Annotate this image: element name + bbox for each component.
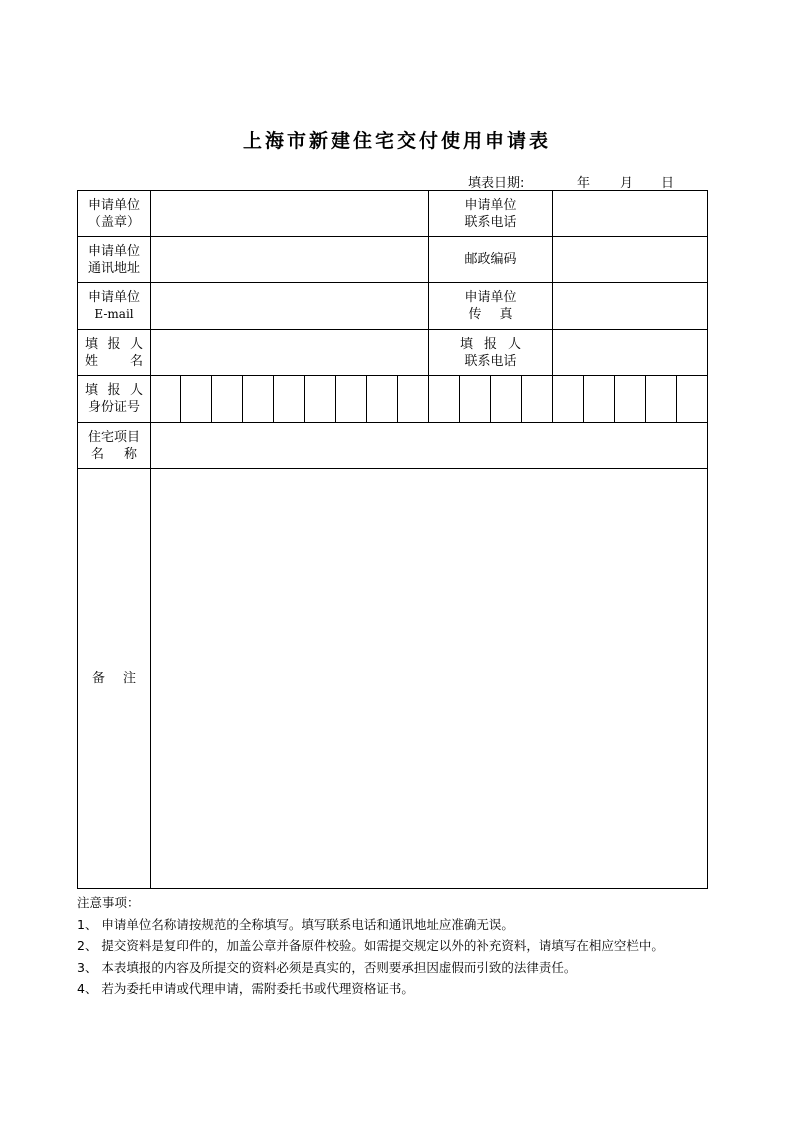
fill-date-label: 填表日期: [468, 176, 525, 191]
notes-heading: 注意事项： [77, 895, 140, 910]
reporter-name-label-line1 [78, 336, 150, 353]
id-digit-box[interactable] [398, 376, 429, 423]
remarks-label-cell [78, 469, 151, 889]
id-digit-box[interactable] [584, 376, 615, 423]
application-form-table [77, 190, 708, 889]
applicant-email-label-cell [78, 283, 151, 330]
reporter-name-label-cell [78, 330, 151, 376]
reporter-name-input-cell[interactable] [151, 330, 429, 376]
note-item: 4、 若为委托申请或代理申请，需附委托书或代理资格证书。 [77, 981, 414, 996]
id-digit-box[interactable] [212, 376, 243, 423]
id-digit-box[interactable] [429, 376, 460, 423]
id-digit-box[interactable] [243, 376, 274, 423]
id-digit-box[interactable] [460, 376, 491, 423]
postcode-label-cell [429, 237, 553, 283]
id-digit-box[interactable] [522, 376, 553, 423]
note-item: 3、 本表填报的内容及所提交的资料必须是真实的，否则要承担因虚假而引致的法律责任。 [77, 959, 577, 975]
id-digit-box[interactable] [677, 376, 708, 423]
applicant-input-cell[interactable] [151, 191, 429, 237]
label-char: 人 [129, 383, 143, 398]
id-digit-box[interactable] [181, 376, 212, 423]
applicant-address-input-cell[interactable] [151, 237, 429, 283]
table-row [78, 191, 708, 237]
postcode-label: 邮政编码 [464, 252, 517, 267]
id-digit-box[interactable] [553, 376, 584, 423]
date-month-label: 月 [620, 176, 634, 191]
id-digit-box[interactable] [305, 376, 336, 423]
applicant-phone-label-cell [429, 191, 553, 237]
applicant-fax-input-cell[interactable] [553, 283, 708, 330]
id-digit-box[interactable] [151, 376, 181, 423]
reporter-phone-label-line2: 联系电话 [464, 353, 517, 369]
applicant-label-line1: 申请单位 [87, 197, 140, 213]
label-char: 名 [90, 446, 104, 462]
reporter-id-label-line1 [78, 382, 150, 399]
id-digit-box[interactable] [274, 376, 305, 423]
applicant-phone-label-line1: 申请单位 [464, 197, 517, 213]
date-day-label: 日 [661, 176, 675, 191]
notes-section [77, 892, 794, 1000]
note-item: 1、 申请单位名称请按规范的全称填写。填写联系电话和通讯地址应准确无误。 [77, 916, 514, 932]
applicant-fax-label-cell [429, 283, 553, 330]
reporter-id-label-line2: 身份证号 [87, 400, 140, 415]
applicant-label-line2: （盖章） [87, 214, 140, 230]
reporter-phone-label-cell [429, 330, 553, 376]
applicant-phone-label-line2: 联系电话 [464, 214, 517, 230]
label-char: 填 [460, 336, 474, 352]
reporter-phone-label-line1 [429, 336, 552, 353]
label-char: 报 [107, 383, 121, 398]
project-name-label-line2 [78, 446, 150, 463]
reporter-id-label-cell [78, 376, 151, 423]
label-char: 报 [107, 336, 121, 352]
table-row [78, 237, 708, 283]
applicant-address-label-line2: 通讯地址 [87, 260, 140, 276]
remarks-label [78, 670, 150, 687]
applicant-email-input-cell[interactable] [151, 283, 429, 330]
reporter-name-label-line2 [78, 353, 150, 370]
date-year-label: 年 [577, 176, 591, 191]
applicant-fax-label-line1: 申请单位 [464, 290, 517, 305]
id-digit-box[interactable] [615, 376, 646, 423]
project-name-input-cell[interactable] [151, 423, 708, 469]
label-char: 人 [129, 336, 143, 352]
label-char: 称 [124, 446, 138, 462]
label-char: 备 [91, 671, 105, 686]
fax-char-2: 真 [499, 307, 513, 322]
label-char: 姓 [85, 353, 99, 369]
note-item: 2、 提交资料是复印件的，加盖公章并备原件校验。如需提交规定以外的补充资料，请填写在相应空栏中。 [77, 938, 664, 953]
label-char: 人 [508, 336, 522, 352]
label-char: 注 [123, 671, 137, 686]
postcode-input-cell[interactable] [553, 237, 708, 283]
project-name-label-cell [78, 423, 151, 469]
label-char: 填 [85, 383, 99, 398]
applicant-address-label-cell [78, 237, 151, 283]
label-char: 报 [484, 336, 498, 352]
table-row [78, 376, 708, 423]
table-row [78, 330, 708, 376]
applicant-phone-input-cell[interactable] [553, 191, 708, 237]
table-row [78, 423, 708, 469]
remarks-input-cell[interactable] [151, 469, 708, 889]
applicant-label-cell [78, 191, 151, 237]
label-char: 名 [129, 353, 143, 369]
fax-char-1: 传 [468, 307, 482, 322]
id-digit-box[interactable] [491, 376, 522, 423]
project-name-label-line1: 住宅项目 [87, 429, 140, 445]
applicant-email-label-line1: 申请单位 [87, 290, 140, 305]
applicant-email-label-line2: E-mail [94, 307, 134, 321]
reporter-phone-input-cell[interactable] [553, 330, 708, 376]
fill-date-line [468, 172, 708, 190]
label-char: 填 [85, 336, 99, 352]
id-digit-box[interactable] [336, 376, 367, 423]
table-row [78, 283, 708, 330]
form-title: 上海市新建住宅交付使用申请表 [242, 130, 551, 152]
id-digit-box[interactable] [367, 376, 398, 423]
id-digit-box[interactable] [646, 376, 677, 423]
table-row [78, 469, 708, 889]
applicant-address-label-line1: 申请单位 [87, 243, 140, 259]
applicant-fax-label-line2 [429, 306, 552, 323]
